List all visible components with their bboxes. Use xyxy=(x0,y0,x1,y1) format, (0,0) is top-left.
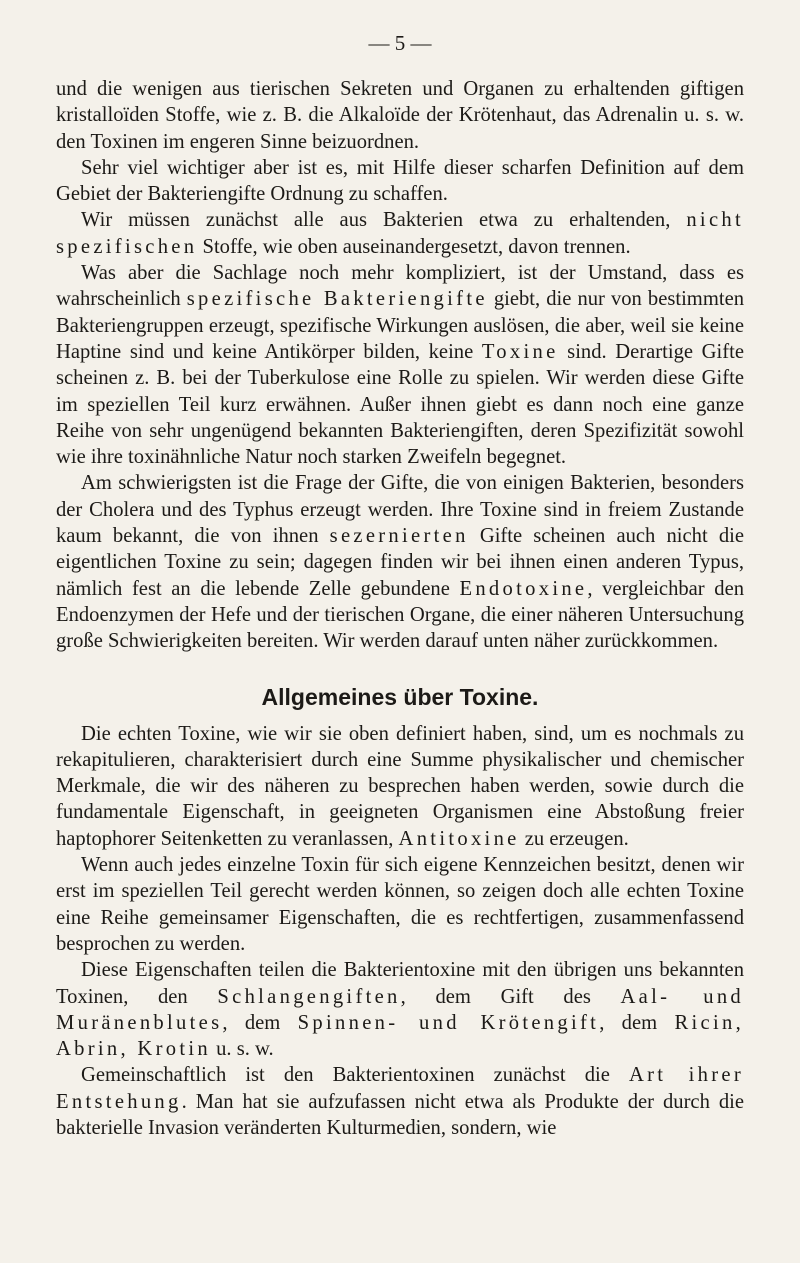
paragraph-5 xyxy=(56,470,744,654)
paragraph-3 xyxy=(56,207,744,260)
paragraph-7: Wenn auch jedes einzelne Toxin für sich eigene Kennzeichen besitzt, denen wir erst im speziellen Teil gerecht werden können, so zeigen doch alle echten Toxine eine Reihe gemeinsamer Eigenschaften, die es rechtfertigen, zusammenfassend besprochen zu werden. xyxy=(56,854,744,955)
text: Am schwierigsten ist die Frage der Gifte, die von einigen Bakterien, besonders der Cholera und des Typhus erzeugt werden. Ihre Toxine sind in freiem Zustande kaum bekannt, die von ihnen xyxy=(56,472,744,548)
emphasis: Art ihrer Entstehung xyxy=(56,1064,745,1113)
text: , dem xyxy=(222,1011,298,1034)
text: u. s. w. xyxy=(210,1038,274,1061)
text: Wir müssen zunächst alle aus Bakterien etwa zu erhaltenden, xyxy=(81,209,687,232)
emphasis: Ricin, Abrin, Krotin xyxy=(56,1011,745,1061)
text: , dem Gift des xyxy=(400,985,621,1008)
text: , vergleichbar den Endoenzymen der Hefe und der tierischen Organe, die einer näheren Untersuchung große Schwierigkeiten bereiten. Wir werden darauf unten näher zurückkommen. xyxy=(56,577,745,653)
emphasis: Spinnen- und Krötengift xyxy=(297,1011,600,1034)
page-number: — 5 — xyxy=(368,31,432,55)
text: Was aber die Sachlage noch mehr kompliziert, ist der Umstand, dass es wahrscheinlich xyxy=(56,262,744,311)
emphasis: Endotoxine xyxy=(459,577,588,600)
text: Gifte scheinen auch nicht die eigentlichen Toxine zu sein; dagegen finden wir bei ihnen einen anderen Typus, nämlich fest an die lebende Zelle gebundene xyxy=(56,525,744,600)
emphasis: Antitoxine xyxy=(398,827,520,850)
emphasis: Toxine xyxy=(481,340,559,363)
text: zu erzeugen. xyxy=(519,827,629,850)
emphasis: nicht spezifischen xyxy=(56,209,744,258)
emphasis: spezifische Bakteriengifte xyxy=(186,288,488,311)
paragraph-8 xyxy=(56,957,744,1062)
paragraph-1: und die wenigen aus tierischen Sekreten und Organen zu erhaltenden giftigen kristalloïden Stoffe, wie z. B. die Alkaloïde der Krötenhaut, das Adrenalin u. s. w. den Toxinen im engeren Sinne beizuordnen. xyxy=(56,78,744,153)
text: , dem xyxy=(599,1011,675,1034)
paragraph-2: Sehr viel wichtiger aber ist es, mit Hilfe dieser scharfen Definition auf dem Gebiet der Bakteriengifte Ordnung zu schaffen. xyxy=(56,156,744,206)
text: Stoffe, wie oben auseinandergesetzt, davon trennen. xyxy=(197,235,631,258)
emphasis: Schlangengiften xyxy=(217,985,401,1008)
text: sind. Derartige Gifte scheinen z. B. bei der Tuberkulose eine Rolle zu spielen. Wir werden diese Gifte im speziellen Teil kurz erwähnen. Außer ihnen giebt es dann noch eine ganze Reihe von sehr ungenügend bekannten Bakteriengiften, deren Spezifizität sowohl wie ihre toxinähnliche Natur noch starken Zweifeln begegnet. xyxy=(56,340,744,469)
section-heading: Allgemeines über Toxine. xyxy=(261,683,539,710)
emphasis: sezernierten xyxy=(329,525,469,548)
text: Gemeinschaftlich ist den Bakterientoxinen zunächst die xyxy=(81,1064,629,1087)
text: giebt, die nur von bestimmten Bakteriengruppen erzeugt, spezifische Wirkungen auslösen, die aber, weil sie keine Haptine sind und keine Antikörper bilden, keine xyxy=(56,288,745,363)
paragraph-9 xyxy=(56,1062,744,1141)
text: . Man hat sie aufzufassen nicht etwa als Produkte der durch die bakterielle Invasion veränderten Kulturmedien, sondern, wie xyxy=(56,1090,744,1139)
paragraph-4 xyxy=(56,260,744,470)
text: Die echten Toxine, wie wir sie oben definiert haben, sind, um es nochmals zu rekapitulieren, charakterisiert durch eine Summe physikalischer und chemischer Merkmale, die wir des näheren zu besprechen haben werden, sowie durch die fundamentale Eigenschaft, in geeigneten Organismen eine Abstoßung freier haptophorer Seitenketten zu veranlassen, xyxy=(56,722,744,850)
paragraph-6 xyxy=(56,721,744,852)
text: Diese Eigenschaften teilen die Bakterientoxine mit den übrigen uns bekannten Toxinen, den xyxy=(56,959,744,1008)
emphasis: Aal- und Muränenblutes xyxy=(56,985,745,1034)
